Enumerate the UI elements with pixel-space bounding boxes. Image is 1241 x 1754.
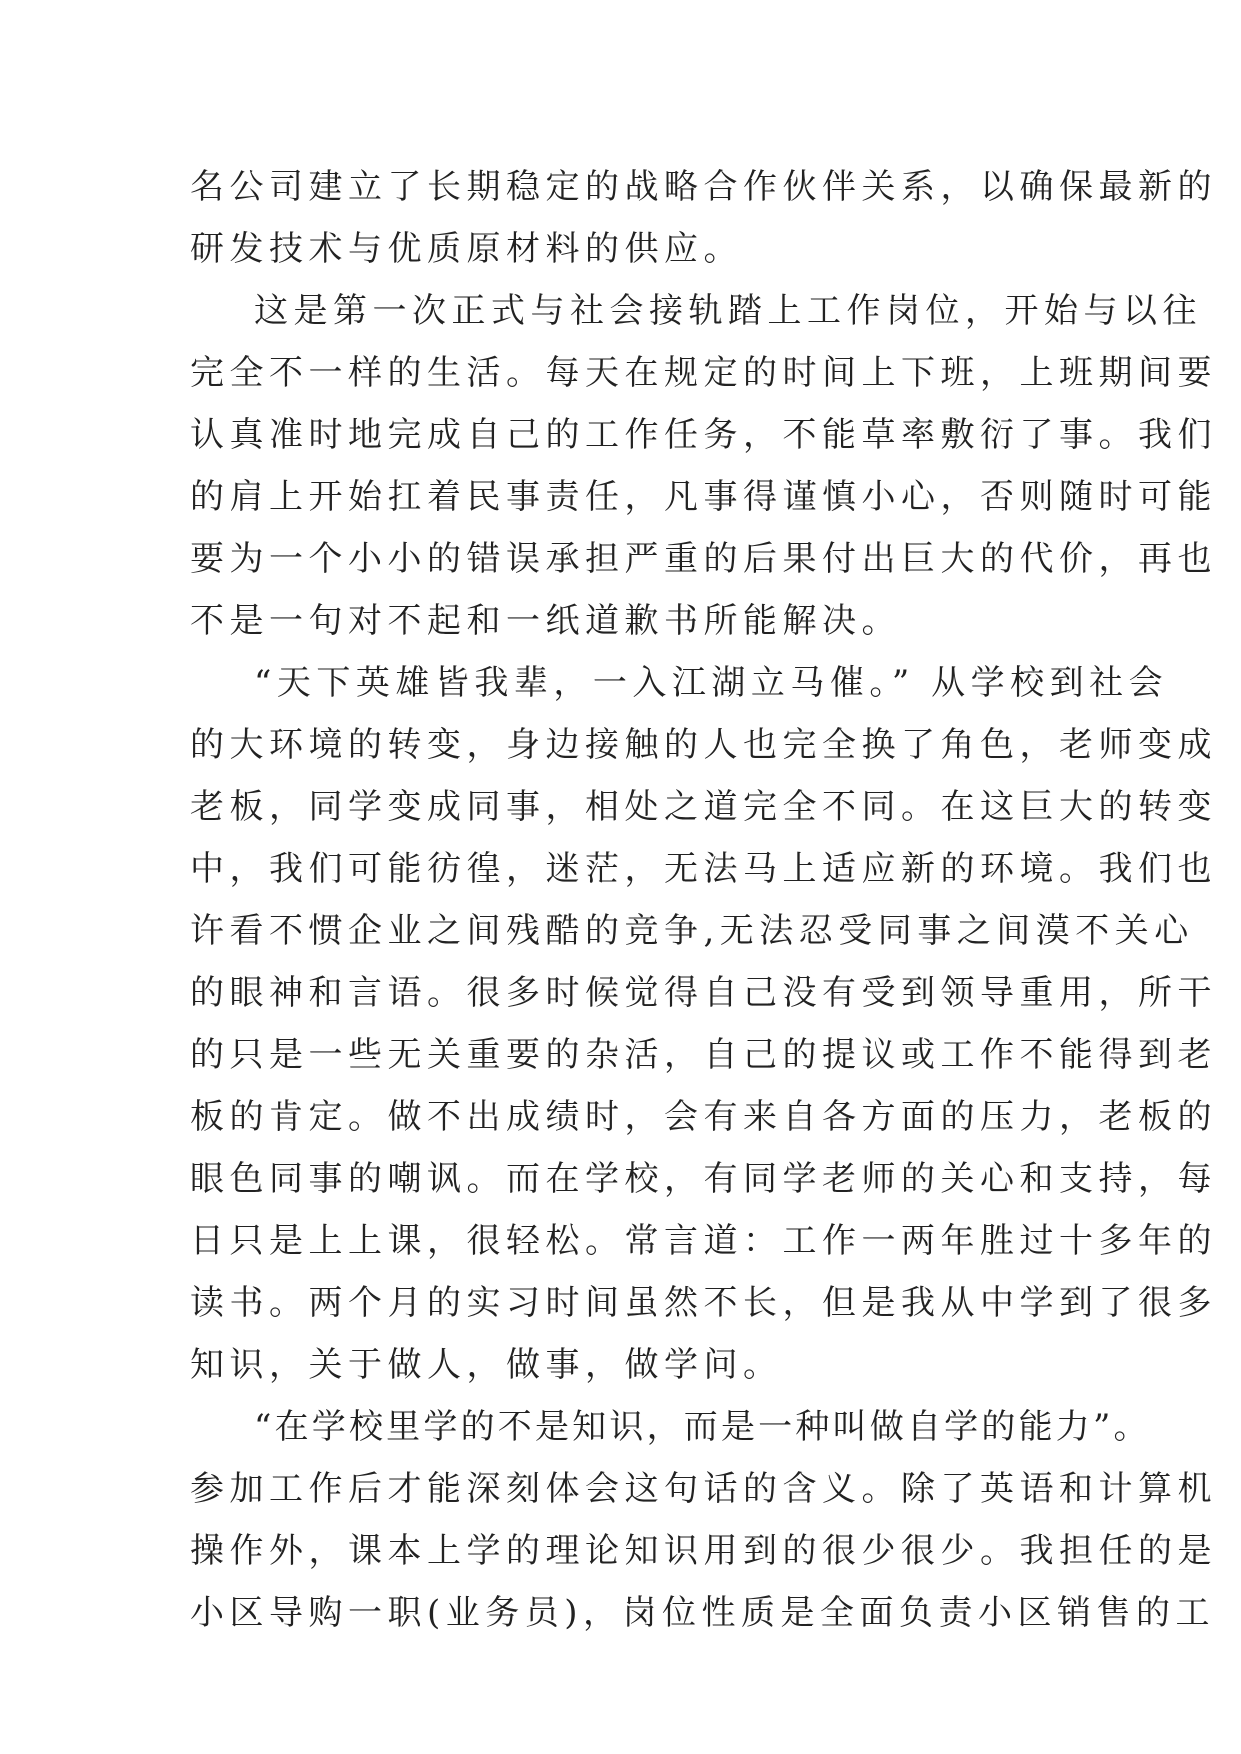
text-line: 认真准时地完成自己的工作任务，不能草率敷衍了事。我们 [190,415,1217,455]
text-line: 不是一句对不起和一纸道歉书所能解决。 [190,601,901,641]
text-line: 的肩上开始扛着民事责任，凡事得谨慎小心，否则随时可能 [190,477,1217,517]
text-line: 眼色同事的嘲讽。而在学校，有同学老师的关心和支持，每 [190,1159,1217,1199]
text-line: 板的肯定。做不出成绩时，会有来自各方面的压力，老板的 [190,1097,1217,1137]
text-line: 的只是一些无关重要的杂活，自己的提议或工作不能得到老 [190,1035,1217,1075]
paragraph-first-line: “在学校里学的不是知识，而是一种叫做自学的能力”。 [254,1407,1151,1447]
text-line: 研发技术与优质原材料的供应。 [190,229,743,269]
paragraph-first-line: 这是第一次正式与社会接轨踏上工作岗位，开始与以往 [254,291,1202,331]
paragraph-first-line: “天下英雄皆我辈，一入江湖立马催。” 从学校到社会 [254,663,1169,703]
text-line: 完全不一样的生活。每天在规定的时间上下班，上班期间要 [190,353,1217,393]
text-line: 参加工作后才能深刻体会这句话的含义。除了英语和计算机 [190,1469,1217,1509]
text-line: 名公司建立了长期稳定的战略合作伙伴关系，以确保最新的 [190,167,1217,207]
text-line: 许看不惯企业之间残酷的竞争,无法忍受同事之间漠不关心 [190,911,1194,951]
text-line: 日只是上上课，很轻松。常言道：工作一两年胜过十多年的 [190,1221,1217,1261]
text-line: 小区导购一职(业务员)，岗位性质是全面负责小区销售的工 [190,1593,1216,1633]
text-line: 的眼神和言语。很多时候觉得自己没有受到领导重用，所干 [190,973,1217,1013]
text-line: 的大环境的转变，身边接触的人也完全换了角色，老师变成 [190,725,1217,765]
text-line: 要为一个小小的错误承担严重的后果付出巨大的代价，再也 [190,539,1217,579]
text-line: 操作外，课本上学的理论知识用到的很少很少。我担任的是 [190,1531,1217,1571]
text-line: 中，我们可能彷徨，迷茫，无法马上适应新的环境。我们也 [190,849,1217,889]
body-text [190,156,1217,1644]
text-line: 老板，同学变成同事，相处之道完全不同。在这巨大的转变 [190,787,1217,827]
text-line: 知识，关于做人，做事，做学问。 [190,1345,783,1385]
text-line: 读书。两个月的实习时间虽然不长，但是我从中学到了很多 [190,1283,1217,1323]
